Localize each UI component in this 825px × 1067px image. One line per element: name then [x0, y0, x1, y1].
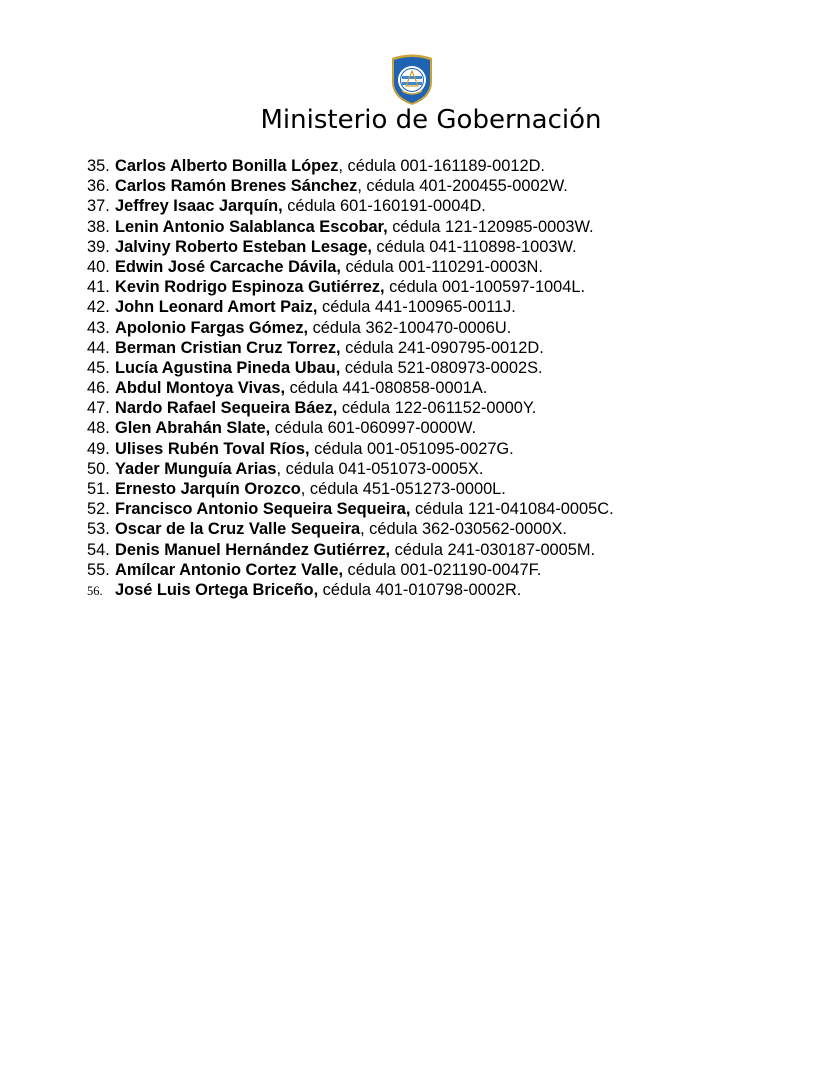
item-number: 37.: [87, 197, 110, 216]
list-item: [87, 358, 807, 378]
person-name: Edwin José Carcache Dávila,: [115, 257, 341, 276]
item-number: 36.: [87, 177, 110, 196]
person-name: Glen Abrahán Slate,: [115, 419, 271, 438]
item-number: 54.: [87, 540, 110, 559]
cedula-text: cédula 401-010798-0002R.: [318, 580, 522, 599]
list-item: [87, 540, 807, 560]
item-number: 49.: [87, 439, 110, 458]
person-name: José Luis Ortega Briceño,: [115, 580, 319, 599]
list-item: [87, 560, 807, 580]
person-name: Abdul Montoya Vivas,: [115, 379, 286, 398]
cedula-text: cédula 041-110898-1003W.: [371, 237, 577, 256]
cedula-text: cédula 121-041084-0005C.: [410, 500, 614, 519]
list-item: [87, 196, 807, 216]
list-item: [87, 418, 807, 438]
person-name: Carlos Ramón Brenes Sánchez: [115, 177, 358, 196]
list-item: [87, 297, 807, 317]
item-number: 53.: [87, 520, 110, 539]
item-number: 46.: [87, 379, 110, 398]
person-name: Yader Munguía Arias: [115, 459, 277, 478]
list-item: [87, 237, 807, 257]
person-name: Lenin Antonio Salablanca Escobar,: [115, 217, 388, 236]
list-item: [87, 176, 807, 196]
list-item: [87, 257, 807, 277]
person-name: Jeffrey Isaac Jarquín,: [115, 197, 283, 216]
item-number: 48.: [87, 419, 110, 438]
item-number: 35.: [87, 157, 110, 175]
ministry-seal-icon: [390, 52, 434, 106]
list-item: [87, 459, 807, 479]
cedula-text: cédula 521-080973-0002S.: [340, 358, 543, 377]
list-item: [87, 277, 807, 297]
list-item: [87, 217, 807, 237]
cedula-text: , cédula 451-051273-0000L.: [300, 480, 506, 498]
entry-list: [87, 156, 807, 600]
person-name: Carlos Alberto Bonilla López: [115, 157, 339, 175]
cedula-text: , cédula 041-051073-0005X.: [276, 459, 484, 478]
cedula-text: cédula 601-060997-0000W.: [270, 419, 477, 438]
item-number: 56.: [87, 583, 103, 598]
list-item: [87, 318, 807, 338]
person-name: Berman Cristian Cruz Torrez,: [115, 338, 341, 357]
item-number: 51.: [87, 480, 110, 498]
item-number: 50.: [87, 459, 110, 478]
item-number: 52.: [87, 500, 110, 519]
cedula-text: cédula 001-021190-0047F.: [343, 560, 542, 579]
list-item: [87, 479, 807, 499]
list-item: [87, 439, 807, 459]
cedula-text: , cédula 362-030562-0000X.: [360, 520, 567, 539]
cedula-text: cédula 121-120985-0003W.: [387, 217, 594, 236]
cedula-text: cédula 001-100597-1004L.: [384, 278, 586, 297]
list-item: [87, 580, 807, 600]
person-name: Ulises Rubén Toval Ríos,: [115, 439, 310, 458]
cedula-text: cédula 241-090795-0012D.: [340, 338, 544, 357]
person-name: Amílcar Antonio Cortez Valle,: [115, 560, 343, 579]
cedula-text: cédula 362-100470-0006U.: [308, 318, 512, 337]
person-name: Denis Manuel Hernández Gutiérrez,: [115, 540, 391, 559]
cedula-text: cédula 241-030187-0005M.: [390, 540, 596, 559]
item-number: 42.: [87, 298, 110, 317]
item-number: 38.: [87, 217, 110, 236]
cedula-text: , cédula 401-200455-0002W.: [357, 177, 568, 196]
page-title: Ministerio de Gobernación: [260, 105, 602, 135]
item-number: 44.: [87, 338, 110, 357]
cedula-text: cédula 122-061152-0000Y.: [337, 399, 537, 418]
list-item: [87, 378, 807, 398]
item-number: 47.: [87, 399, 110, 418]
person-name: Jalviny Roberto Esteban Lesage,: [115, 237, 372, 256]
person-name: Lucía Agustina Pineda Ubau,: [115, 358, 341, 377]
person-name: Kevin Rodrigo Espinoza Gutiérrez,: [115, 278, 385, 297]
item-number: 45.: [87, 358, 110, 377]
cedula-text: , cédula 001-161189-0012D.: [338, 157, 545, 175]
person-name: John Leonard Amort Paiz,: [115, 298, 318, 317]
list-item: [87, 338, 807, 358]
item-number: 39.: [87, 237, 110, 256]
cedula-text: cédula 001-110291-0003N.: [340, 257, 543, 276]
person-name: Ernesto Jarquín Orozco: [115, 480, 301, 498]
list-item: [87, 519, 807, 539]
cedula-text: cédula 441-080858-0001A.: [285, 379, 488, 398]
item-number: 41.: [87, 278, 110, 297]
cedula-text: cédula 601-160191-0004D.: [282, 197, 486, 216]
person-name: Francisco Antonio Sequeira Sequeira,: [115, 500, 411, 519]
item-number: 55.: [87, 560, 110, 579]
person-name: Apolonio Fargas Gómez,: [115, 318, 309, 337]
list-item: [87, 499, 807, 519]
cedula-text: cédula 001-051095-0027G.: [309, 439, 514, 458]
list-item: [87, 156, 807, 176]
cedula-text: cédula 441-100965-0011J.: [317, 298, 516, 317]
item-number: 40.: [87, 257, 110, 276]
item-number: 43.: [87, 318, 110, 337]
list-item: [87, 398, 807, 418]
person-name: Nardo Rafael Sequeira Báez,: [115, 399, 338, 418]
person-name: Oscar de la Cruz Valle Sequeira: [115, 520, 361, 539]
